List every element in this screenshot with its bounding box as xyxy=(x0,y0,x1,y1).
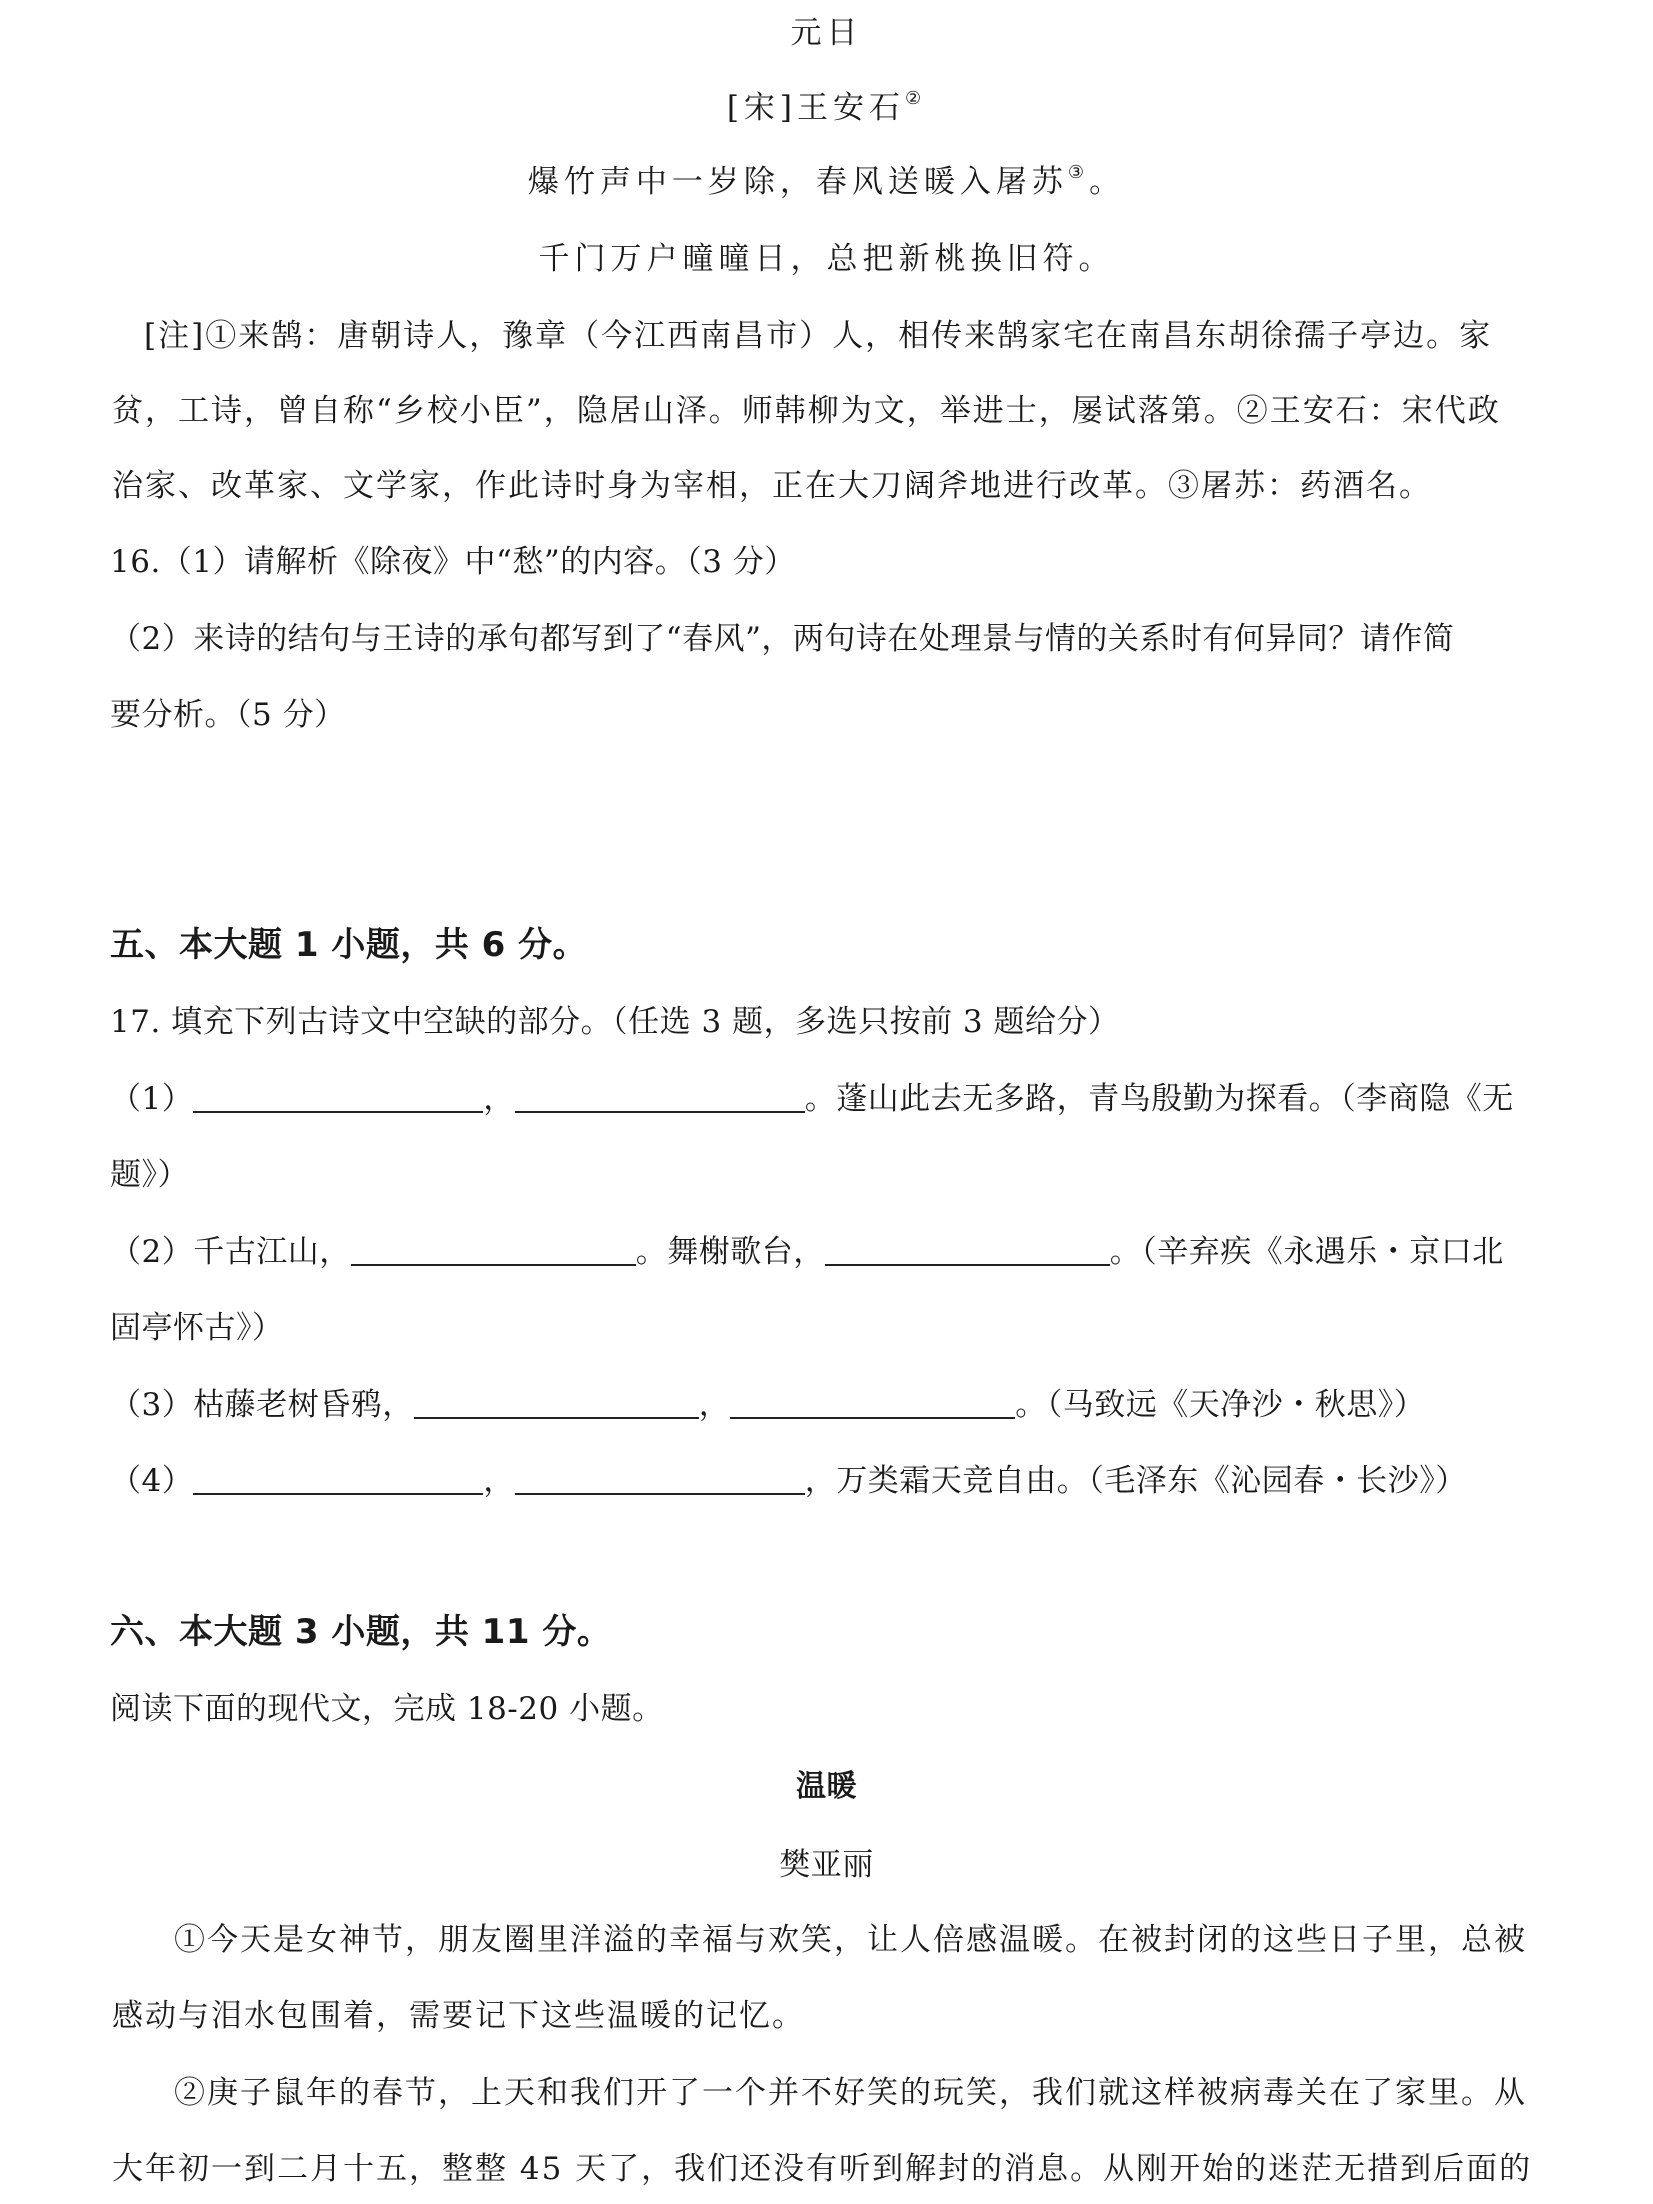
answer-blank[interactable] xyxy=(730,1387,1015,1419)
article-author: 樊亚丽 xyxy=(779,1847,874,1883)
section-5-heading: 五、本大题 1 小题，共 6 分。 xyxy=(110,925,588,965)
answer-blank[interactable] xyxy=(351,1234,636,1266)
answer-blank[interactable] xyxy=(193,1463,483,1495)
question-17: 17. 填充下列古诗文中空缺的部分。（任选 3 题，多选只按前 3 题给分） xyxy=(110,1004,1120,1040)
answer-blank[interactable] xyxy=(515,1081,805,1113)
note-line-2: 贫，工诗，曾自称“乡校小臣”，隐居山泽。师韩柳为文，举进士，屡试落第。②王安石：宋代政 xyxy=(112,393,1501,429)
poem-title: 元日 xyxy=(790,15,863,51)
paragraph-2-line-1: ②庚子鼠年的春节，上天和我们开了一个并不好笑的玩笑，我们就这样被病毒关在了家里。从 xyxy=(174,2075,1527,2111)
paragraph-1-line-2: 感动与泪水包围着，需要记下这些温暖的记忆。 xyxy=(112,1998,805,2034)
fill-item-1: （1） ， 。蓬山此去无多路，青鸟殷勤为探看。（李商隐《无 xyxy=(110,1081,1514,1117)
answer-blank[interactable] xyxy=(825,1234,1110,1266)
paragraph-1-line-1: ①今天是女神节，朋友圈里洋溢的幸福与欢笑，让人倍感温暖。在被封闭的这些日子里，总被 xyxy=(174,1922,1527,1958)
note-line-1: [注]①来鹄：唐朝诗人，豫章（今江西南昌市）人，相传来鹄家宅在南昌东胡徐孺子亭边。家 xyxy=(144,318,1493,354)
question-16-part-2-cont: 要分析。（5 分） xyxy=(110,697,346,733)
note-line-3: 治家、改革家、文学家，作此诗时身为宰相，正在大刀阔斧地进行改革。③屠苏：药酒名。 xyxy=(112,468,1432,504)
answer-blank[interactable] xyxy=(193,1081,483,1113)
fill-item-2-wrap: 固亭怀古》） xyxy=(110,1310,284,1346)
fill-item-2: （2）千古江山， 。舞榭歌台， 。（辛弃疾《永遇乐・京口北 xyxy=(110,1234,1504,1270)
poem-line-1: 爆竹声中一岁除，春风送暖入屠苏③。 xyxy=(527,162,1126,200)
paragraph-2-line-2: 大年初一到二月十五，整整 45 天了，我们还没有听到解封的消息。从刚开始的迷茫无措到后面的 xyxy=(112,2151,1533,2187)
section-6-heading: 六、本大题 3 小题，共 11 分。 xyxy=(110,1612,612,1652)
answer-blank[interactable] xyxy=(515,1463,805,1495)
poem-line-2: 千门万户曈曈日，总把新桃换旧符。 xyxy=(538,241,1115,277)
fill-item-3: （3）枯藤老树昏鸦， ， 。（马致远《天净沙・秋思》） xyxy=(110,1387,1426,1423)
article-title: 温暖 xyxy=(796,1769,857,1804)
section-6-intro: 阅读下面的现代文，完成 18-20 小题。 xyxy=(110,1691,664,1727)
answer-blank[interactable] xyxy=(414,1387,699,1419)
fill-item-4: （4） ， ，万类霜天竞自由。（毛泽东《沁园春・长沙》） xyxy=(110,1463,1467,1499)
question-16-part-2: （2）来诗的结句与王诗的承句都写到了“春风”，两句诗在处理景与情的关系时有何异同？请作简 xyxy=(110,621,1455,657)
fill-item-1-wrap: 题》） xyxy=(110,1157,189,1193)
poem-author: [宋]王安石② xyxy=(726,88,927,126)
question-16-part-1: 16.（1）请解析《除夜》中“愁”的内容。（3 分） xyxy=(110,544,796,580)
